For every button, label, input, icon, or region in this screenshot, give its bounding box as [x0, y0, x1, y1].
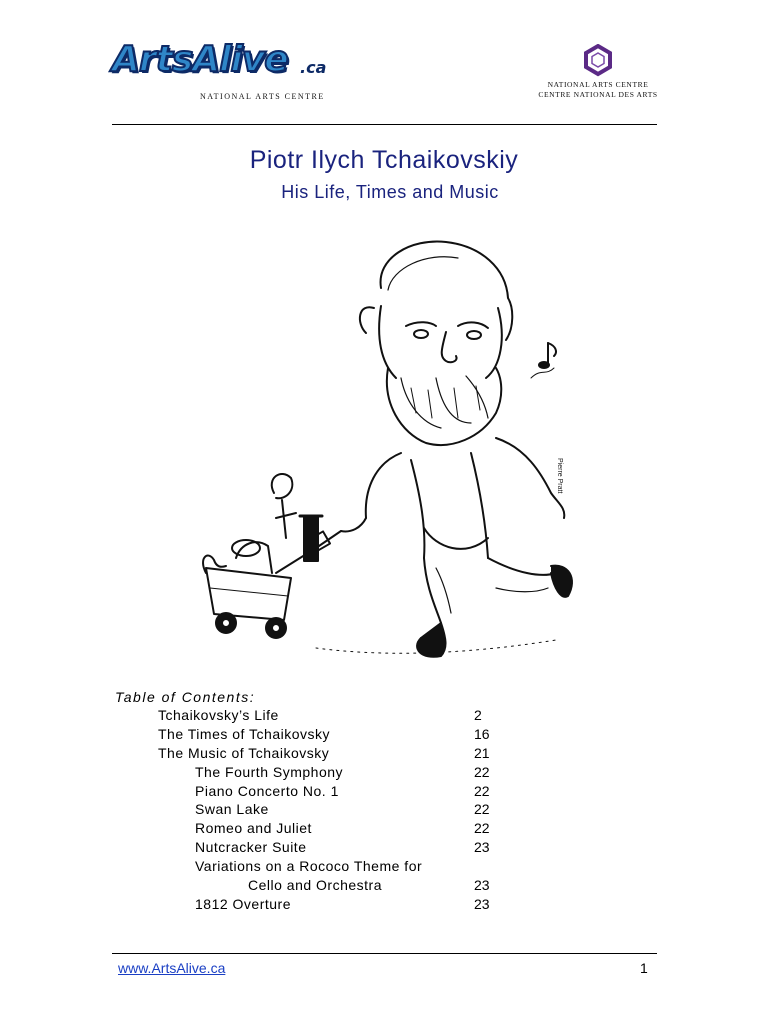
toc-entry: 1812 Overture: [195, 896, 291, 912]
page-number: 1: [640, 960, 648, 976]
nac-line-1: NATIONAL ARTS CENTRE: [547, 80, 649, 89]
artsalive-suffix: .ca: [300, 58, 327, 77]
header-rule: [112, 124, 657, 125]
document-subtitle: His Life, Times and Music: [281, 182, 499, 202]
toc-entry: Swan Lake: [195, 801, 269, 817]
toc-entry: Cello and Orchestra: [248, 877, 383, 893]
caricature-illustration: [196, 228, 586, 676]
artsalive-wordmark: ArtsAlive: [112, 39, 288, 80]
toc-entry: Tchaikovsky’s Life: [158, 707, 279, 723]
toc-page-number: 22: [474, 764, 490, 780]
artsalive-link[interactable]: www.ArtsAlive.ca: [118, 960, 226, 976]
toc-page-number: 2: [474, 707, 482, 723]
hexagon-logo-icon: [528, 44, 668, 78]
toc-heading: Table of Contents:: [115, 689, 256, 705]
toc-entry: Variations on a Rococo Theme for: [195, 858, 423, 874]
toc-page-number: 22: [474, 801, 490, 817]
footer-rule: [112, 953, 657, 954]
toc-entry: Piano Concerto No. 1: [195, 783, 339, 799]
toc-page-number: 22: [474, 820, 490, 836]
toc-page-number: 21: [474, 745, 490, 761]
artsalive-subtitle: NATIONAL ARTS CENTRE: [200, 92, 325, 101]
illustration-signature: Pierre Pratt: [556, 458, 563, 494]
toc-entry: The Music of Tchaikovsky: [158, 745, 330, 761]
toc-entry: Romeo and Juliet: [195, 820, 312, 836]
toc-page-number: 23: [474, 896, 490, 912]
toc-page-number: 23: [474, 877, 490, 893]
nac-logo: [528, 44, 668, 104]
toc-entry: The Times of Tchaikovsky: [158, 726, 331, 742]
toc-page-number: 22: [474, 783, 490, 799]
toc-entry: The Fourth Symphony: [195, 764, 344, 780]
artsalive-logo: [112, 40, 332, 110]
nac-line-2: CENTRE NATIONAL DES ARTS: [538, 90, 658, 99]
document-title: Piotr Ilych Tchaikovskiy: [249, 146, 519, 174]
toc-entry: Nutcracker Suite: [195, 839, 307, 855]
toc-page-number: 16: [474, 726, 490, 742]
toc-page-number: 23: [474, 839, 490, 855]
